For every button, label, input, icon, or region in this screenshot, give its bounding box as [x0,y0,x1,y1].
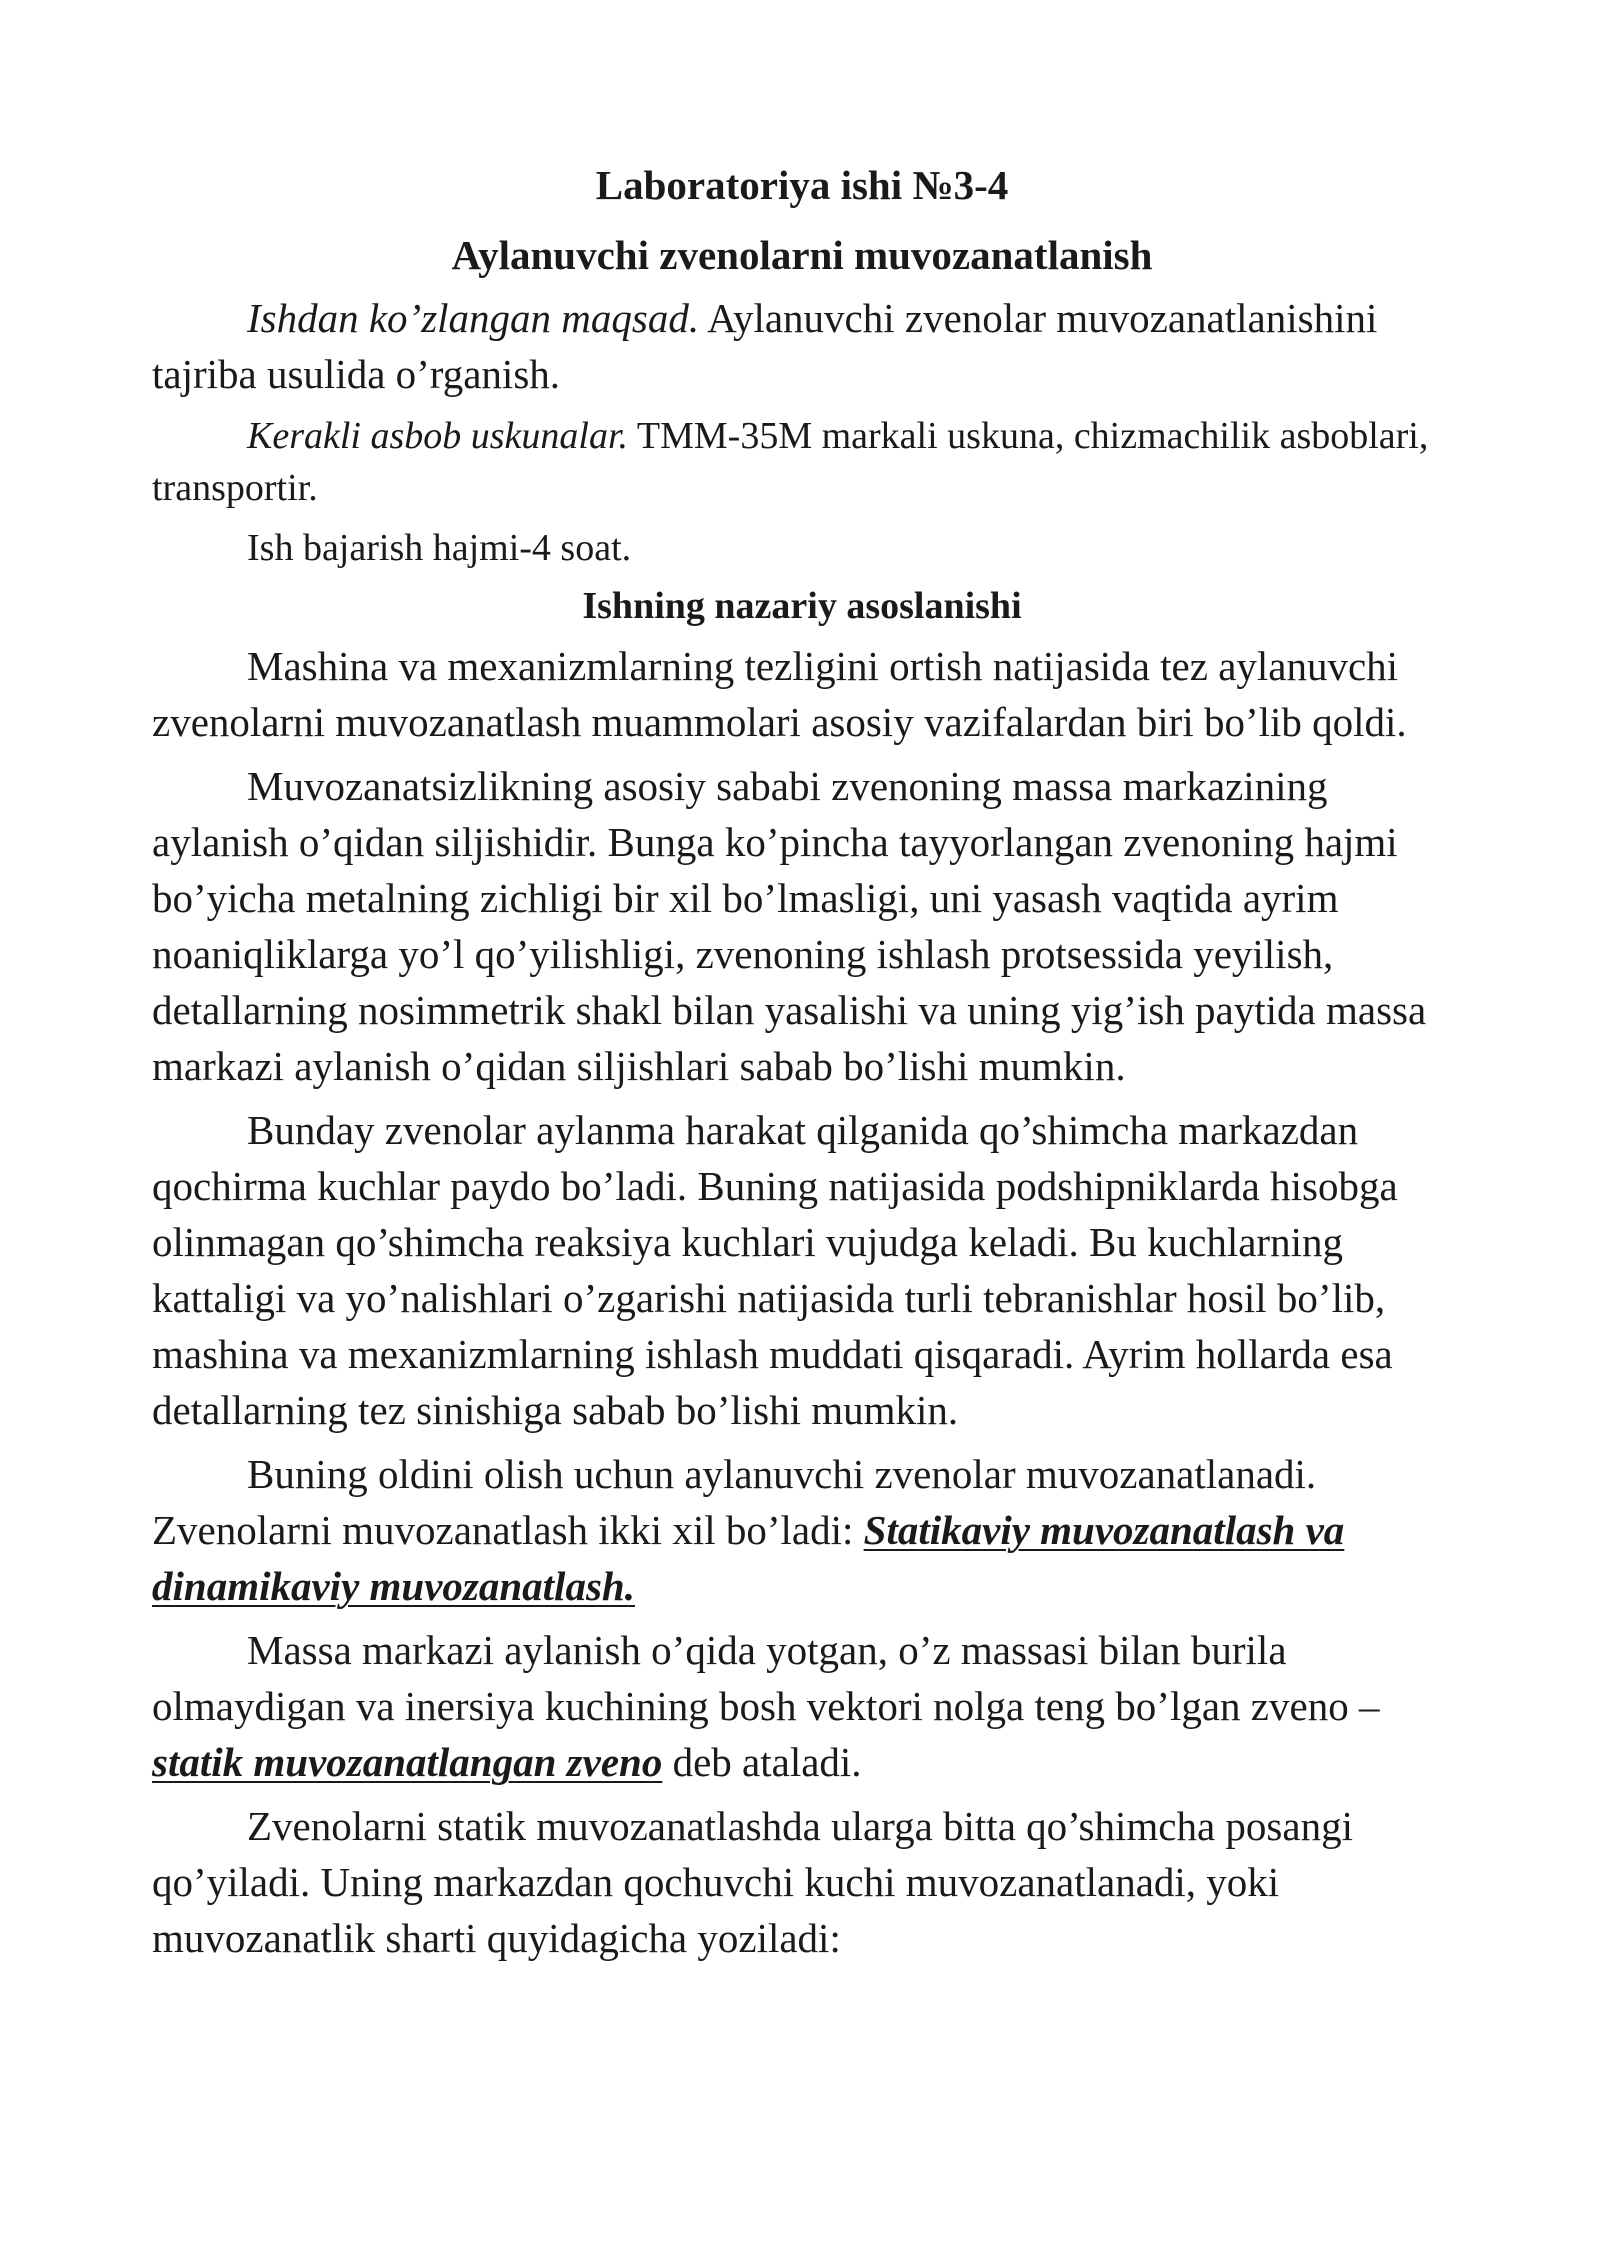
equipment-label: Kerakli asbob uskunalar. [247,415,629,457]
goal-text: Aylanuvchi zvenolar muvozanatlanishini tajriba usulida o’rganish. [152,295,1378,397]
body-paragraph-3: Bunday zvenolar aylanma harakat qilganida qo’shimcha markazdan qochirma kuchlar paydo bo’ladi. Buning natijasida podshipniklarda hisobga olinmagan qo’shimcha reaksiya kuchlari vujudga keladi. Bu kuchlarning kattaligi va yo’nalishlari o’zgarishi natijasida turli tebranishlar hosil bo’lib, mashina va mexanizmlarning ishlash muddati qisqaradi. Ayrim hollarda esa detallarning tez sinishiga sabab bo’lishi mumkin. [152,1107,1398,1433]
equipment-text: TMM-35M markali uskuna, chizmachilik asboblari, transportir. [152,415,1429,509]
document-page [152,150,1452,1966]
page-subtitle: Aylanuvchi zvenolarni muvozanatlanish [451,232,1153,278]
body-paragraph-2: Muvozanatsizlikning asosiy sababi zvenoning massa markazining aylanish o’qidan siljishidir. Bunga ko’pincha tayyorlangan zvenoning hajmi bo’yicha metalning zichligi bir xil bo’lmasligi, uni yasash vaqtida ayrim noaniqliklarga yo’l qo’yilishligi, zvenoning ishlash protsessida yeyilish, detallarning nosimmetrik shakl bilan yasalishi va uning yig’ish paytida massa markazi aylanish o’qidan siljishlari sabab bo’lishi mumkin. [152,763,1427,1089]
goal-label: Ishdan ko’zlangan maqsad. [247,295,700,341]
section-heading: Ishning nazariy asoslanishi [582,585,1022,627]
body-paragraph-5-tail: deb ataladi. [662,1739,862,1785]
body-paragraph-5-text: Massa markazi aylanish o’qida yotgan, o’z massasi bilan burila olmaydigan va inersiya kuchining bosh vektori nolga teng bo’lgan zveno – [152,1627,1380,1729]
body-paragraph-4-text: Buning oldini olish uchun aylanuvchi zvenolar muvozanatlanadi. Zvenolarni muvozanatlash ikki xil bo’ladi: [152,1451,1317,1553]
duration-paragraph: Ish bajarish hajmi-4 soat. [247,527,632,569]
balancing-types-term: Statikaviy muvozanatlash va dinamikaviy muvozanatlash. [152,1507,1345,1609]
body-paragraph-1: Mashina va mexanizmlarning tezligini ortish natijasida tez aylanuvchi zvenolarni muvozanatlash muammolari asosiy vazifalardan biri bo’lib qoldi. [152,643,1407,745]
body-paragraph-4 [152,1446,1452,1614]
equipment-paragraph [152,410,1452,514]
goal-paragraph [152,290,1452,402]
static-balanced-term: statik muvozanatlangan zveno [152,1739,663,1785]
body-paragraph-6: Zvenolarni statik muvozanatlashda ularga bitta qo’shimcha posangi qo’yiladi. Uning markazdan qochuvchi kuchi muvozanatlanadi, yoki muvozanatlik sharti quyidagicha yoziladi: [152,1803,1353,1961]
page-title: Laboratoriya ishi №3-4 [595,162,1009,208]
body-paragraph-5 [152,1622,1452,1790]
